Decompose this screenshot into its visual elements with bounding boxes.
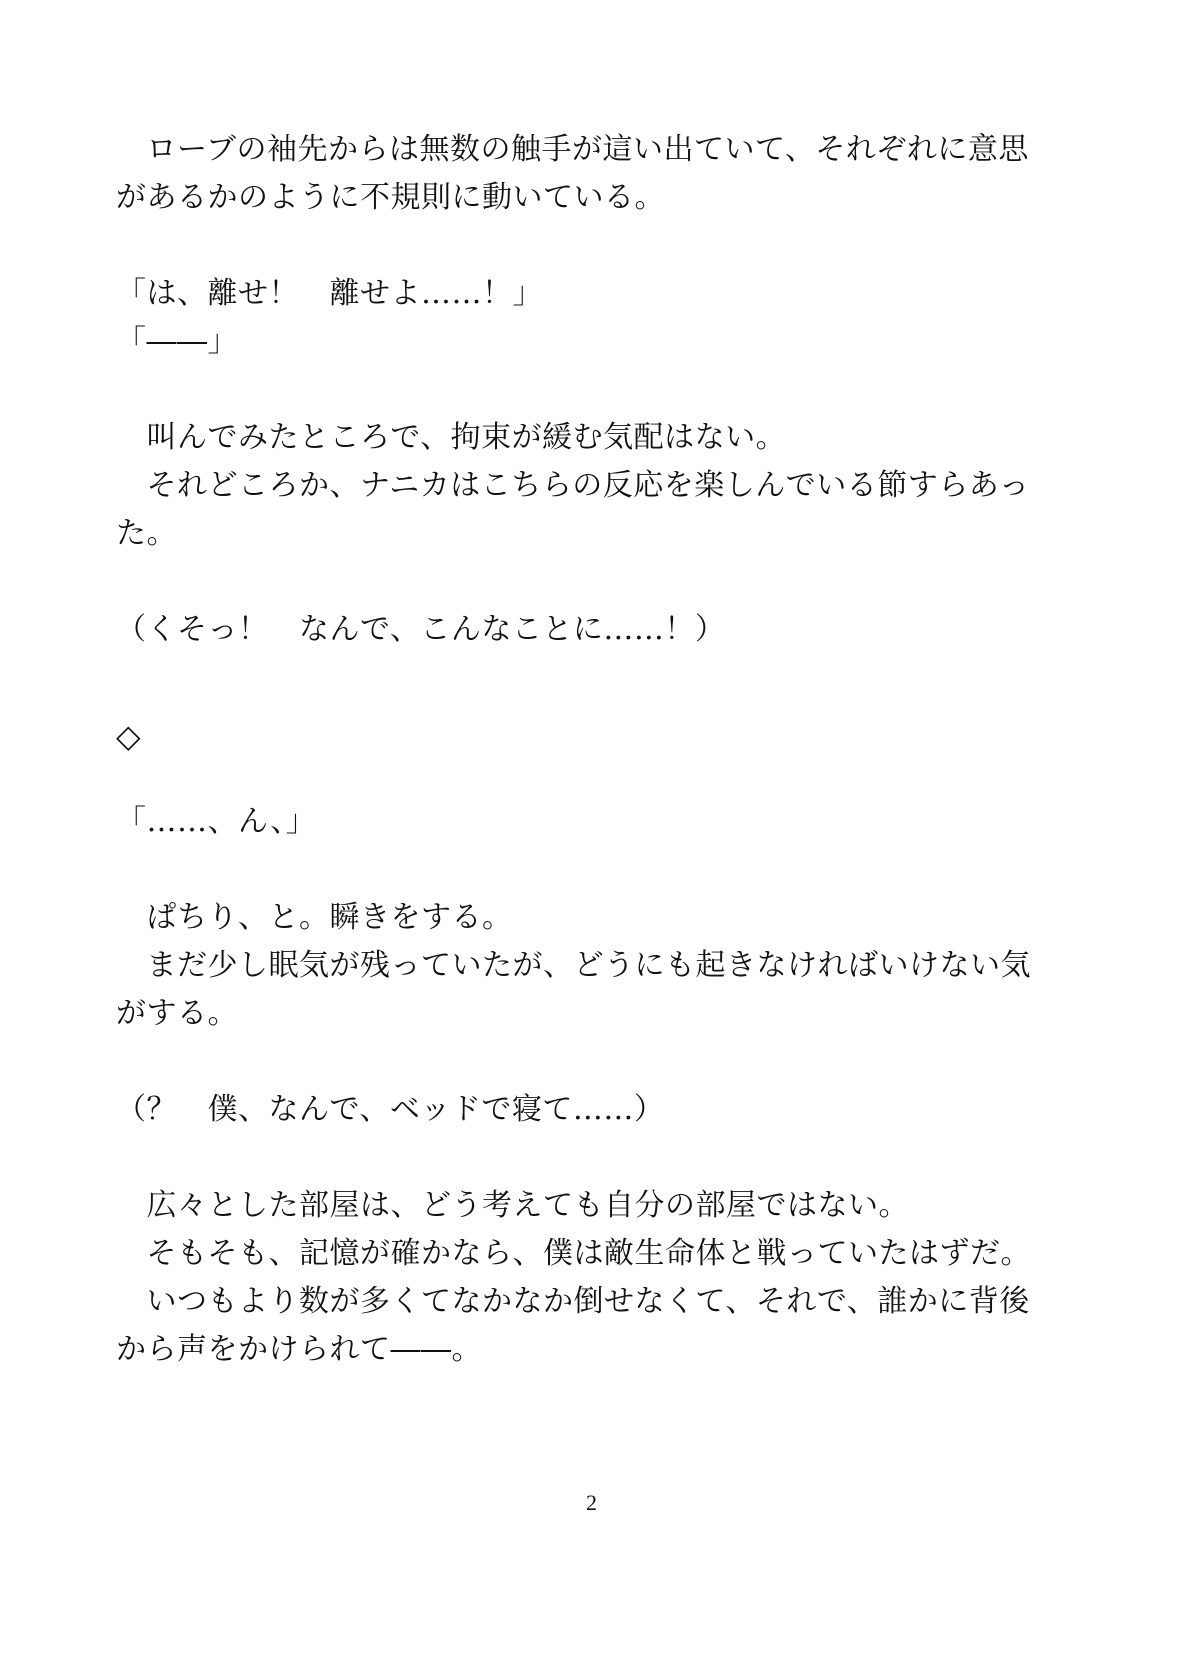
thought-line: （くそっ！ なんで、こんなことに……！） bbox=[116, 612, 726, 647]
text-line: ローブの袖先からは無数の触手が這い出ていて、それぞれに意思 bbox=[116, 132, 1029, 167]
dialogue-line: 「は、離せ！ 離せよ……！」 bbox=[116, 276, 543, 311]
text-line: た。 bbox=[116, 516, 177, 551]
dialogue-line: 「……、ん、」 bbox=[116, 804, 317, 839]
scene-break-diamond: ◇ bbox=[116, 717, 141, 755]
text-line: まだ少し眠気が残っていたが、どうにも起きなければいけない気 bbox=[116, 948, 1031, 983]
text-line: それどころか、ナニカはこちらの反応を楽しんでいる節すらあっ bbox=[116, 468, 1030, 503]
text-line: があるかのように不規則に動いている。 bbox=[116, 180, 665, 215]
text-line: そもそも、記憶が確かなら、僕は敵生命体と戦っていたはずだ。 bbox=[116, 1236, 1031, 1271]
thought-line: （？ 僕、なんで、ベッドで寝て……） bbox=[116, 1092, 665, 1127]
text-line: から声をかけられて――。 bbox=[116, 1332, 482, 1367]
dialogue-line: 「――」 bbox=[116, 324, 238, 359]
page-number: 2 bbox=[586, 1490, 597, 1515]
text-line: ぱちり、と。瞬きをする。 bbox=[116, 900, 513, 935]
text-line: がする。 bbox=[116, 996, 238, 1031]
text-line: 叫んでみたところで、拘束が緩む気配はない。 bbox=[116, 420, 787, 455]
text-line: 広々とした部屋は、どう考えても自分の部屋ではない。 bbox=[116, 1188, 909, 1223]
text-line: いつもより数が多くてなかなか倒せなくて、それで、誰かに背後 bbox=[116, 1284, 1030, 1319]
